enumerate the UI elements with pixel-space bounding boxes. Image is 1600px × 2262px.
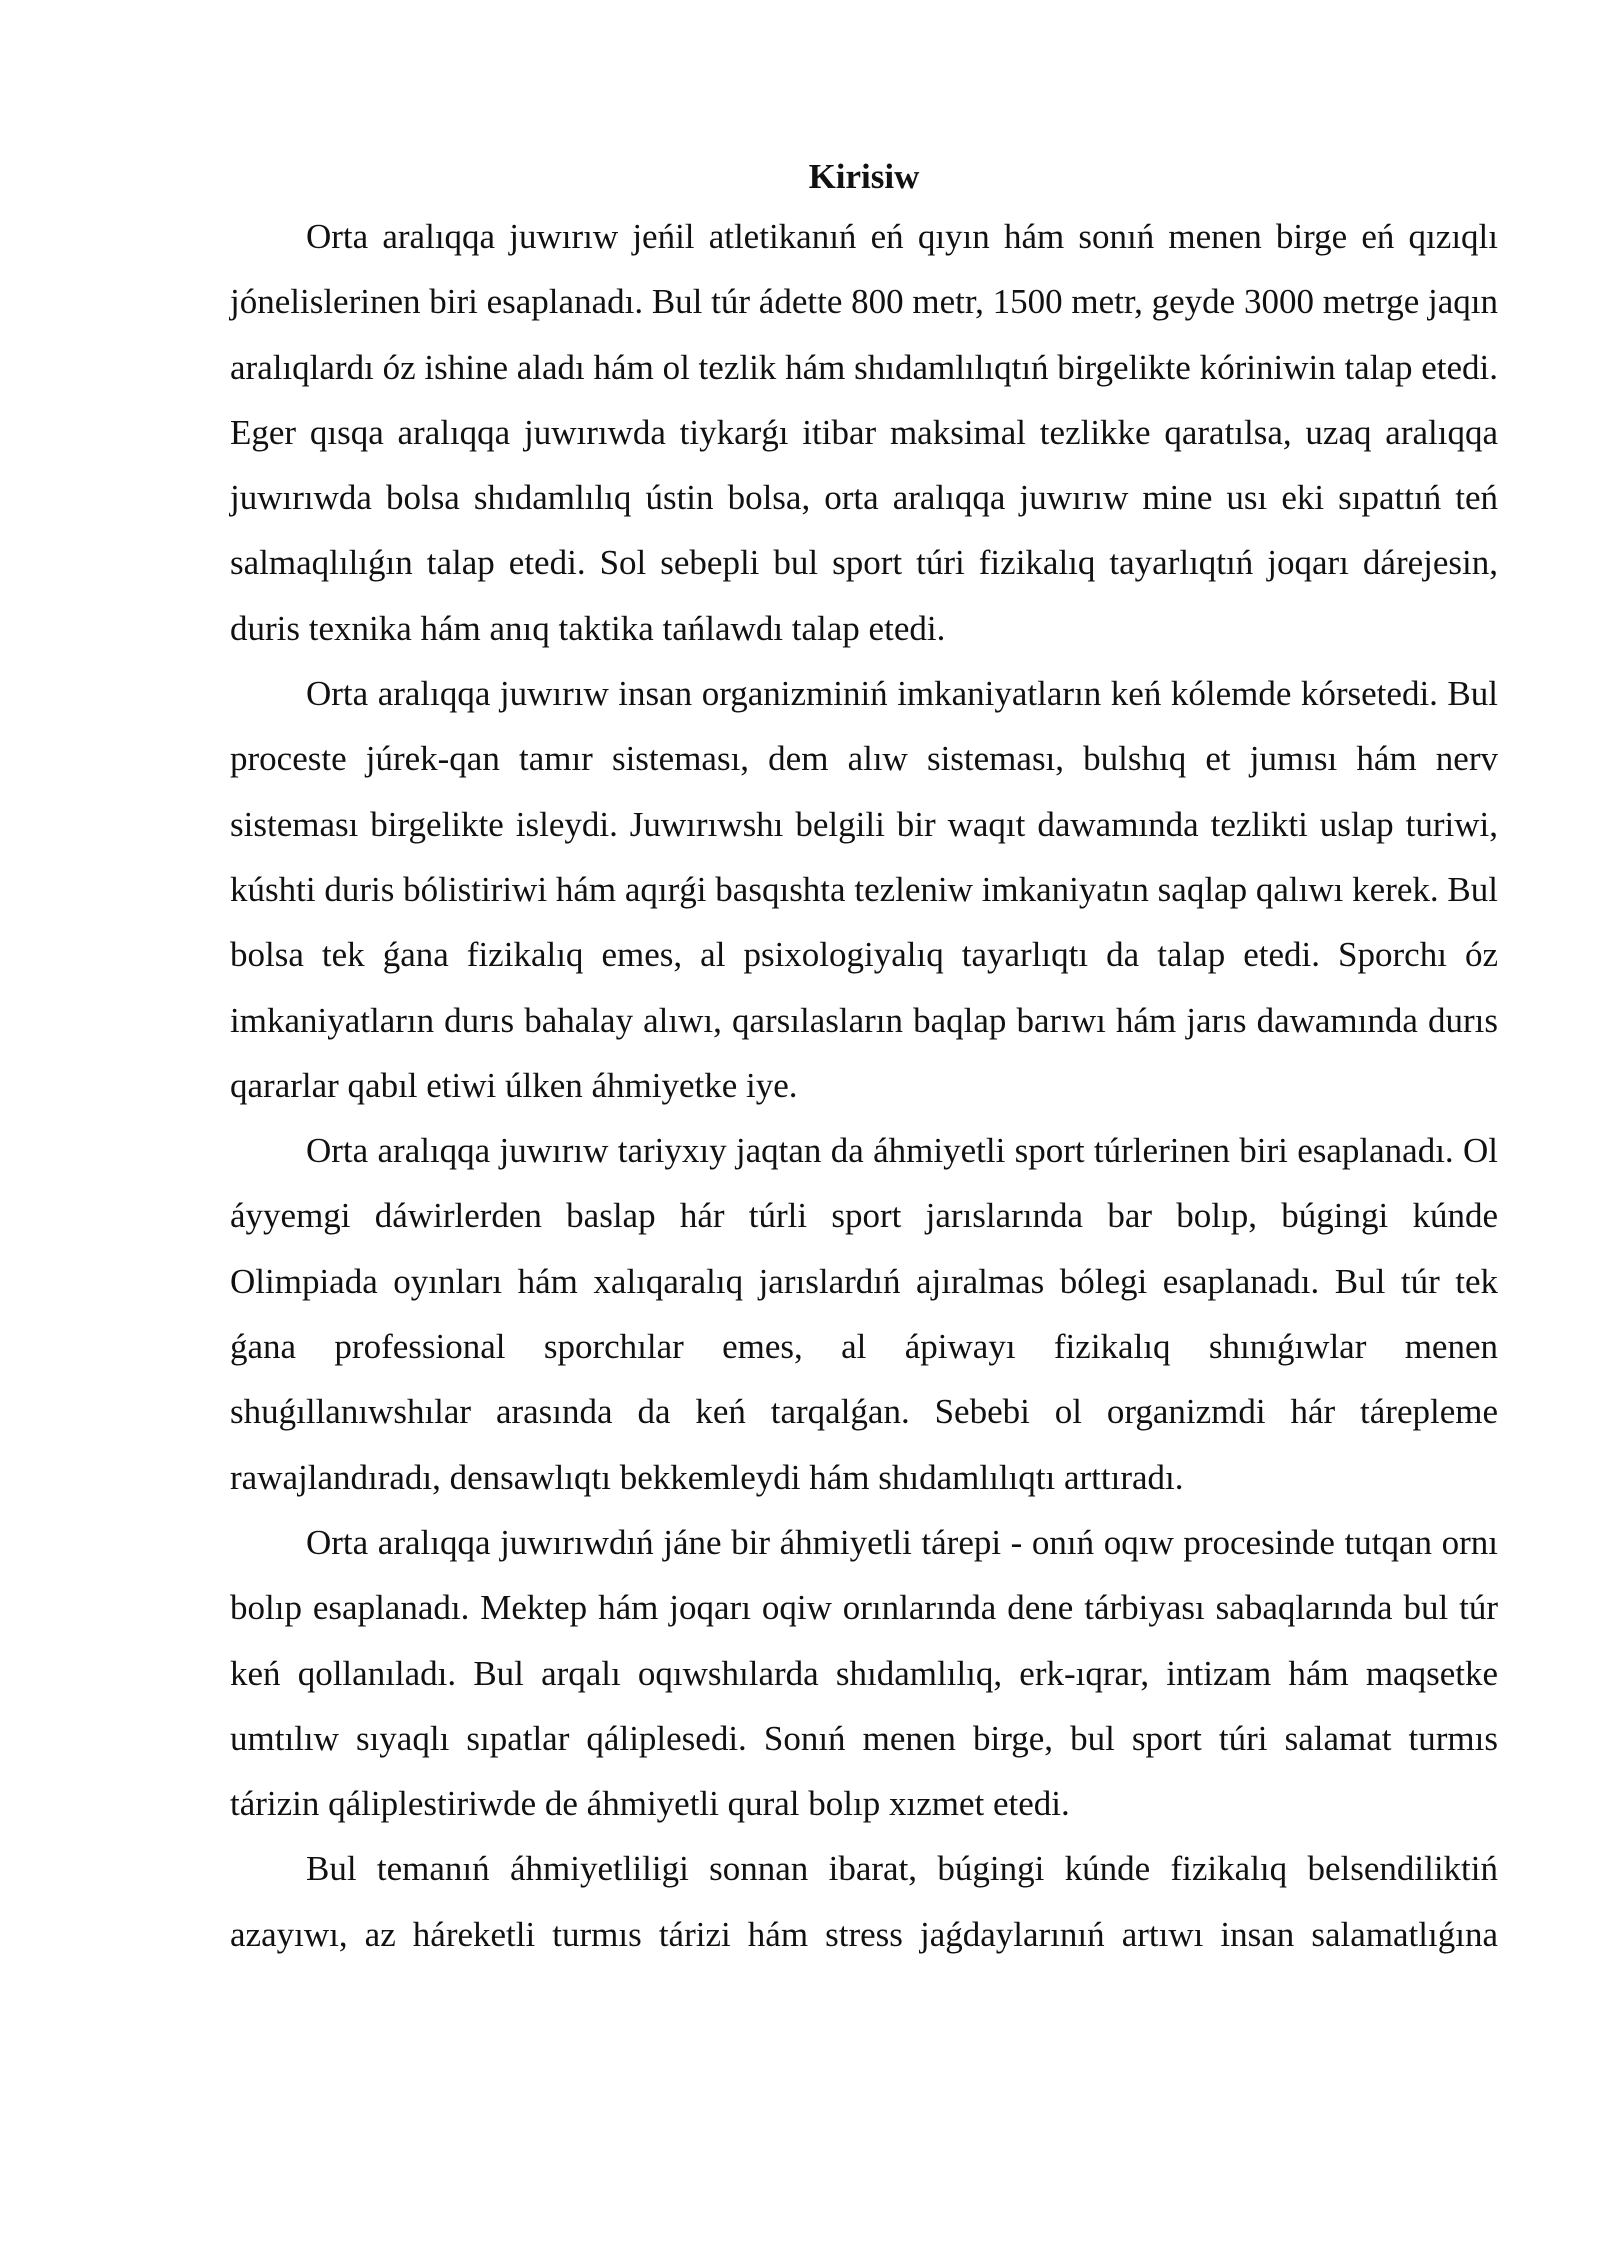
paragraph: Orta aralıqqa juwırıw tariyxıy jaqtan da áhmiyetli sport túrlerinen biri esaplanadı. Ol áyyemgi dáwirlerden baslap hár túrli sport jarıslarında bar bolıp, búgingi kúnde Olimpiada oyınları hám xalıqaralıq jarıslardıń ajıralmas bólegi esaplanadı. Bul túr tek ǵana professional sporchılar emes, al ápiwayı fizikalıq shınıǵıwlar menen shuǵıllanıwshılar arasında da keń tarqalǵan. Sebebi ol organizmdi hár tárepleme rawajlandıradı, densawlıqtı bekkemleydi hám shıdamlılıqtı arttıradı.: [230, 1131, 1498, 1497]
paragraph: Orta aralıqqa juwırıw insan organizminiń imkaniyatların keń kólemde kórsetedi. Bul proceste júrek-qan tamır sisteması, dem alıw sisteması, bulshıq et jumısı hám nerv sisteması birgelikte isleydi. Juwırıwshı belgili bir waqıt dawamında tezlikti uslap turiwi, kúshti duris bólistiriwi hám aqırǵi basqıshta tezleniw imkaniyatın saqlap qalıwı kerek. Bul bolsa tek ǵana fizikalıq emes, al psixologiyalıq tayarlıqtı da talap etedi. Sporchı óz imkaniyatların durıs bahalay alıwı, qarsılasların baqlap barıwı hám jarıs dawamında durıs qararlar qabıl etiwi úlken áhmiyetke iye.: [230, 674, 1498, 1105]
paragraph: Orta aralıqqa juwırıw jeńil atletikanıń eń qıyın hám sonıń menen birge eń qızıqlı jónelislerinen biri esaplanadı. Bul túr ádette 800 metr, 1500 metr, geyde 3000 metrge jaqın aralıqlardı óz ishine aladı hám ol tezlik hám shıdamlılıqtıń birgelikte kóriniwin talap etedi. Eger qısqa aralıqqa juwırıwda tiykarǵı itibar maksimal tezlikke qaratılsa, uzaq aralıqqa juwırıwda bolsa shıdamlılıq ústin bolsa, orta aralıqqa juwırıw mine usı eki sıpattıń teń salmaqlılıǵın talap etedi. Sol sebepli bul sport túri fizikalıq tayarlıqtıń joqarı dárejesin, duris texnika hám anıq taktika tańlawdı talap etedi.: [230, 217, 1498, 648]
paragraph-continued: Bul temanıń áhmiyetliligi sonnan ibarat, búgingi kúnde fizikalıq belsendiliktiń azayıwı, az háreketli turmıs tárizi hám stress jaǵdaylarınıń artıwı insan salamatlıǵına: [230, 1849, 1498, 1954]
document-page: [230, 150, 1498, 1967]
document-title: Kirisiw: [808, 157, 920, 196]
paragraph: Orta aralıqqa juwırıwdıń jáne bir áhmiyetli tárepi - onıń oqıw procesinde tutqan ornı bolıp esaplanadı. Mektep hám joqarı oqiw orınlarında dene tárbiyası sabaqlarında bul túr keń qollanıladı. Bul arqalı oqıwshılarda shıdamlılıq, erk-ıqrar, intizam hám maqsetke umtılıw sıyaqlı sıpatlar qáliplesedi. Sonıń menen birge, bul sport túri salamat turmıs tárizin qáliplestiriwde de áhmiyetli qural bolıp xızmet etedi.: [230, 1522, 1498, 1824]
